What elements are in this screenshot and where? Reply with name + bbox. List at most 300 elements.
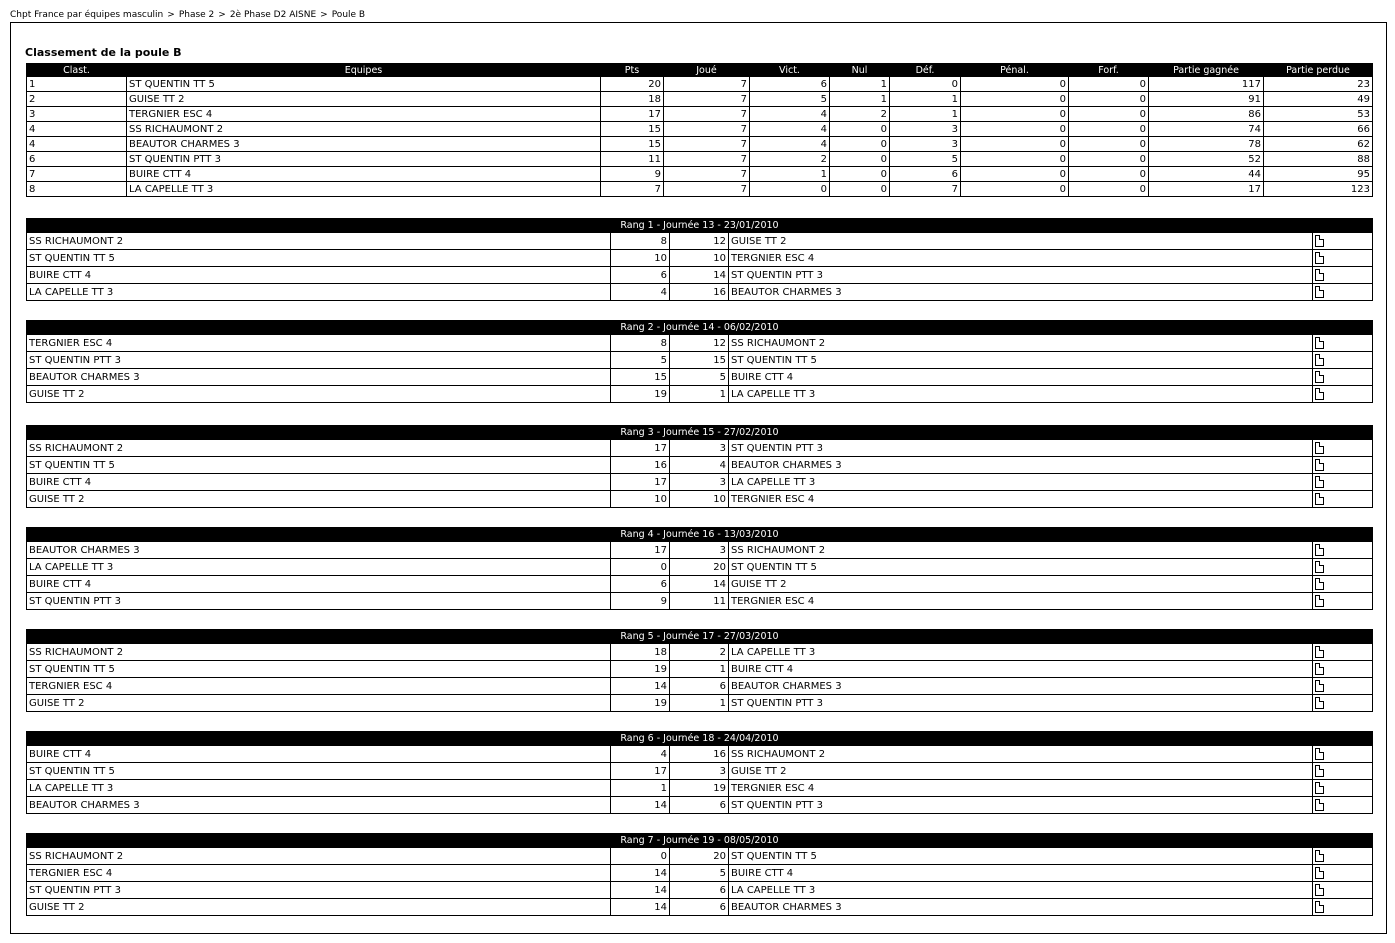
home-score: 8 bbox=[611, 233, 670, 250]
home-team[interactable]: ST QUENTIN TT 5 bbox=[27, 457, 611, 474]
standings-cell: 0 bbox=[961, 77, 1069, 92]
standings-cell: 18 bbox=[601, 92, 664, 107]
home-score: 6 bbox=[611, 576, 670, 593]
document-icon[interactable] bbox=[1315, 765, 1324, 777]
team-link[interactable]: BUIRE CTT 4 bbox=[127, 167, 601, 182]
standings-cell: 2 bbox=[27, 92, 127, 107]
breadcrumb-separator: > bbox=[167, 10, 175, 20]
standings-cell: 0 bbox=[1069, 92, 1149, 107]
col-header: Joué bbox=[664, 64, 750, 77]
standings-row bbox=[27, 137, 1373, 152]
away-team[interactable]: TERGNIER ESC 4 bbox=[729, 491, 1313, 508]
home-team[interactable]: GUISE TT 2 bbox=[27, 695, 611, 712]
match-row bbox=[27, 284, 1373, 301]
round-header-row bbox=[27, 630, 1373, 644]
document-icon[interactable] bbox=[1315, 493, 1324, 505]
match-sheet-cell bbox=[1313, 474, 1373, 491]
home-score: 19 bbox=[611, 661, 670, 678]
standings-cell: 4 bbox=[750, 107, 830, 122]
away-score: 20 bbox=[670, 559, 729, 576]
home-team[interactable]: TERGNIER ESC 4 bbox=[27, 678, 611, 695]
match-sheet-cell bbox=[1313, 284, 1373, 301]
match-row bbox=[27, 335, 1373, 352]
document-icon[interactable] bbox=[1315, 884, 1324, 896]
home-team[interactable]: BEAUTOR CHARMES 3 bbox=[27, 542, 611, 559]
away-team[interactable]: LA CAPELLE TT 3 bbox=[729, 474, 1313, 491]
away-team[interactable]: BUIRE CTT 4 bbox=[729, 369, 1313, 386]
match-sheet-cell bbox=[1313, 491, 1373, 508]
standings-cell: 6 bbox=[890, 167, 961, 182]
standings-cell: 7 bbox=[601, 182, 664, 197]
home-score: 5 bbox=[611, 352, 670, 369]
round-table bbox=[26, 218, 1373, 301]
standings-cell: 123 bbox=[1264, 182, 1373, 197]
match-row bbox=[27, 542, 1373, 559]
standings-cell: 3 bbox=[27, 107, 127, 122]
away-score: 4 bbox=[670, 457, 729, 474]
standings-cell: 95 bbox=[1264, 167, 1373, 182]
standings-cell: 0 bbox=[830, 122, 890, 137]
round-header-row bbox=[27, 426, 1373, 440]
standings-cell: 66 bbox=[1264, 122, 1373, 137]
home-team[interactable]: BEAUTOR CHARMES 3 bbox=[27, 797, 611, 814]
away-team[interactable]: BEAUTOR CHARMES 3 bbox=[729, 678, 1313, 695]
standings-cell: 1 bbox=[27, 77, 127, 92]
standings-row bbox=[27, 167, 1373, 182]
away-score: 12 bbox=[670, 233, 729, 250]
away-score: 6 bbox=[670, 678, 729, 695]
team-link[interactable]: ST QUENTIN PTT 3 bbox=[127, 152, 601, 167]
breadcrumb-item[interactable]: 2è Phase D2 AISNE bbox=[229, 10, 317, 20]
away-score: 3 bbox=[670, 763, 729, 780]
match-sheet-cell bbox=[1313, 542, 1373, 559]
away-score: 10 bbox=[670, 491, 729, 508]
match-sheet-cell bbox=[1313, 250, 1373, 267]
away-score: 12 bbox=[670, 335, 729, 352]
away-score: 11 bbox=[670, 593, 729, 610]
home-score: 10 bbox=[611, 491, 670, 508]
standings-cell: 6 bbox=[750, 77, 830, 92]
standings-cell: 1 bbox=[890, 92, 961, 107]
round-header-row bbox=[27, 834, 1373, 848]
match-row bbox=[27, 457, 1373, 474]
away-team[interactable]: LA CAPELLE TT 3 bbox=[729, 386, 1313, 403]
away-team[interactable]: BEAUTOR CHARMES 3 bbox=[729, 457, 1313, 474]
document-icon[interactable] bbox=[1315, 337, 1324, 349]
standings-cell: 44 bbox=[1149, 167, 1264, 182]
standings-cell: 4 bbox=[27, 137, 127, 152]
home-team[interactable]: LA CAPELLE TT 3 bbox=[27, 559, 611, 576]
home-team[interactable]: ST QUENTIN PTT 3 bbox=[27, 593, 611, 610]
document-icon[interactable] bbox=[1315, 235, 1324, 247]
standings-cell: 0 bbox=[961, 182, 1069, 197]
standings-cell: 3 bbox=[890, 122, 961, 137]
team-link[interactable]: BEAUTOR CHARMES 3 bbox=[127, 137, 601, 152]
match-sheet-cell bbox=[1313, 335, 1373, 352]
standings-cell: 4 bbox=[750, 122, 830, 137]
away-team[interactable]: TERGNIER ESC 4 bbox=[729, 593, 1313, 610]
home-score: 14 bbox=[611, 678, 670, 695]
home-score: 4 bbox=[611, 284, 670, 301]
standings-cell: 7 bbox=[664, 122, 750, 137]
match-row bbox=[27, 695, 1373, 712]
standings-cell: 3 bbox=[890, 137, 961, 152]
standings-cell: 17 bbox=[1149, 182, 1264, 197]
document-icon[interactable] bbox=[1315, 561, 1324, 573]
col-header: Pénal. bbox=[961, 64, 1069, 77]
standings-cell: 17 bbox=[601, 107, 664, 122]
standings-cell: 0 bbox=[961, 107, 1069, 122]
document-icon[interactable] bbox=[1315, 850, 1324, 862]
home-team[interactable]: BEAUTOR CHARMES 3 bbox=[27, 369, 611, 386]
match-sheet-cell bbox=[1313, 848, 1373, 865]
standings-cell: 86 bbox=[1149, 107, 1264, 122]
home-team[interactable]: GUISE TT 2 bbox=[27, 386, 611, 403]
home-score: 14 bbox=[611, 865, 670, 882]
col-header: Pts bbox=[601, 64, 664, 77]
away-score: 1 bbox=[670, 386, 729, 403]
match-row bbox=[27, 593, 1373, 610]
home-score: 18 bbox=[611, 644, 670, 661]
away-team[interactable]: GUISE TT 2 bbox=[729, 233, 1313, 250]
standings-cell: 2 bbox=[750, 152, 830, 167]
standings-cell: 88 bbox=[1264, 152, 1373, 167]
match-sheet-cell bbox=[1313, 369, 1373, 386]
away-score: 5 bbox=[670, 865, 729, 882]
match-sheet-cell bbox=[1313, 763, 1373, 780]
breadcrumb-item[interactable]: Chpt France par équipes masculin bbox=[10, 10, 164, 20]
standings-cell: 4 bbox=[27, 122, 127, 137]
home-team[interactable]: BUIRE CTT 4 bbox=[27, 576, 611, 593]
round-header: Rang 5 - Journée 17 - 27/03/2010 bbox=[27, 630, 1373, 644]
standings-cell: 7 bbox=[664, 107, 750, 122]
home-score: 19 bbox=[611, 386, 670, 403]
home-team[interactable]: TERGNIER ESC 4 bbox=[27, 865, 611, 882]
standings-cell: 53 bbox=[1264, 107, 1373, 122]
away-team[interactable]: BEAUTOR CHARMES 3 bbox=[729, 284, 1313, 301]
breadcrumb-separator: > bbox=[218, 10, 226, 20]
match-sheet-cell bbox=[1313, 865, 1373, 882]
away-team[interactable]: SS RICHAUMONT 2 bbox=[729, 335, 1313, 352]
col-header: Vict. bbox=[750, 64, 830, 77]
match-row bbox=[27, 780, 1373, 797]
standings-cell: 5 bbox=[890, 152, 961, 167]
away-score: 1 bbox=[670, 661, 729, 678]
away-team[interactable]: SS RICHAUMONT 2 bbox=[729, 542, 1313, 559]
match-sheet-cell bbox=[1313, 267, 1373, 284]
document-icon[interactable] bbox=[1315, 544, 1324, 556]
match-row bbox=[27, 440, 1373, 457]
away-team[interactable]: ST QUENTIN PTT 3 bbox=[729, 440, 1313, 457]
document-icon[interactable] bbox=[1315, 799, 1324, 811]
home-score: 14 bbox=[611, 797, 670, 814]
document-icon[interactable] bbox=[1315, 646, 1324, 658]
home-score: 0 bbox=[611, 848, 670, 865]
home-team[interactable]: BUIRE CTT 4 bbox=[27, 746, 611, 763]
home-score: 1 bbox=[611, 780, 670, 797]
standings-row bbox=[27, 107, 1373, 122]
away-team[interactable]: LA CAPELLE TT 3 bbox=[729, 644, 1313, 661]
home-team[interactable]: BUIRE CTT 4 bbox=[27, 267, 611, 284]
standings-cell: 11 bbox=[601, 152, 664, 167]
document-icon[interactable] bbox=[1315, 354, 1324, 366]
document-icon[interactable] bbox=[1315, 867, 1324, 879]
col-header: Déf. bbox=[890, 64, 961, 77]
home-team[interactable]: ST QUENTIN TT 5 bbox=[27, 763, 611, 780]
match-row bbox=[27, 899, 1373, 916]
standings-row bbox=[27, 77, 1373, 92]
match-sheet-cell bbox=[1313, 576, 1373, 593]
away-team[interactable]: ST QUENTIN TT 5 bbox=[729, 352, 1313, 369]
document-icon[interactable] bbox=[1315, 442, 1324, 454]
home-team[interactable]: ST QUENTIN PTT 3 bbox=[27, 352, 611, 369]
match-row bbox=[27, 250, 1373, 267]
home-score: 17 bbox=[611, 474, 670, 491]
away-team[interactable]: ST QUENTIN PTT 3 bbox=[729, 267, 1313, 284]
standings-cell: 7 bbox=[664, 92, 750, 107]
match-row bbox=[27, 661, 1373, 678]
away-score: 16 bbox=[670, 746, 729, 763]
standings-row bbox=[27, 92, 1373, 107]
away-team[interactable]: GUISE TT 2 bbox=[729, 763, 1313, 780]
round-table bbox=[26, 833, 1373, 916]
match-row bbox=[27, 576, 1373, 593]
away-score: 14 bbox=[670, 576, 729, 593]
team-link[interactable]: ST QUENTIN TT 5 bbox=[127, 77, 601, 92]
standings-cell: 52 bbox=[1149, 152, 1264, 167]
document-icon[interactable] bbox=[1315, 252, 1324, 264]
document-icon[interactable] bbox=[1315, 748, 1324, 760]
team-link[interactable]: GUISE TT 2 bbox=[127, 92, 601, 107]
round-table bbox=[26, 629, 1373, 712]
away-team[interactable]: GUISE TT 2 bbox=[729, 576, 1313, 593]
match-row bbox=[27, 797, 1373, 814]
document-icon[interactable] bbox=[1315, 476, 1324, 488]
document-icon[interactable] bbox=[1315, 680, 1324, 692]
breadcrumb-item[interactable]: Phase 2 bbox=[178, 10, 215, 20]
match-row bbox=[27, 746, 1373, 763]
document-icon[interactable] bbox=[1315, 388, 1324, 400]
home-team[interactable]: SS RICHAUMONT 2 bbox=[27, 848, 611, 865]
breadcrumb-item: Poule B bbox=[331, 10, 366, 20]
standings-cell: 23 bbox=[1264, 77, 1373, 92]
home-team[interactable]: ST QUENTIN PTT 3 bbox=[27, 882, 611, 899]
away-score: 15 bbox=[670, 352, 729, 369]
standings-cell: 1 bbox=[890, 107, 961, 122]
standings-cell: 117 bbox=[1149, 77, 1264, 92]
away-team[interactable]: TERGNIER ESC 4 bbox=[729, 780, 1313, 797]
col-header: Partie perdue bbox=[1264, 64, 1373, 77]
away-team[interactable]: ST QUENTIN TT 5 bbox=[729, 559, 1313, 576]
breadcrumb bbox=[10, 10, 365, 20]
match-row bbox=[27, 678, 1373, 695]
home-team[interactable]: LA CAPELLE TT 3 bbox=[27, 780, 611, 797]
standings-cell: 1 bbox=[830, 77, 890, 92]
match-sheet-cell bbox=[1313, 746, 1373, 763]
away-team[interactable]: ST QUENTIN TT 5 bbox=[729, 848, 1313, 865]
standings-cell: 1 bbox=[830, 92, 890, 107]
match-row bbox=[27, 369, 1373, 386]
home-team[interactable]: LA CAPELLE TT 3 bbox=[27, 284, 611, 301]
home-score: 17 bbox=[611, 542, 670, 559]
away-team[interactable]: TERGNIER ESC 4 bbox=[729, 250, 1313, 267]
away-score: 6 bbox=[670, 899, 729, 916]
standings-row bbox=[27, 122, 1373, 137]
match-row bbox=[27, 763, 1373, 780]
document-icon[interactable] bbox=[1315, 901, 1324, 913]
match-sheet-cell bbox=[1313, 352, 1373, 369]
match-row bbox=[27, 491, 1373, 508]
round-header: Rang 2 - Journée 14 - 06/02/2010 bbox=[27, 321, 1373, 335]
match-sheet-cell bbox=[1313, 233, 1373, 250]
team-link[interactable]: LA CAPELLE TT 3 bbox=[127, 182, 601, 197]
away-team[interactable]: BUIRE CTT 4 bbox=[729, 865, 1313, 882]
match-row bbox=[27, 386, 1373, 403]
standings-cell: 0 bbox=[1069, 167, 1149, 182]
away-team[interactable]: BUIRE CTT 4 bbox=[729, 661, 1313, 678]
round-header-row bbox=[27, 321, 1373, 335]
col-header: Nul bbox=[830, 64, 890, 77]
away-score: 14 bbox=[670, 267, 729, 284]
round-table bbox=[26, 320, 1373, 403]
match-sheet-cell bbox=[1313, 695, 1373, 712]
home-score: 10 bbox=[611, 250, 670, 267]
home-score: 17 bbox=[611, 763, 670, 780]
match-sheet-cell bbox=[1313, 559, 1373, 576]
match-sheet-cell bbox=[1313, 457, 1373, 474]
standings-cell: 7 bbox=[664, 167, 750, 182]
match-row bbox=[27, 352, 1373, 369]
col-header: Partie gagnée bbox=[1149, 64, 1264, 77]
standings-cell: 0 bbox=[830, 137, 890, 152]
standings-cell: 6 bbox=[27, 152, 127, 167]
document-icon[interactable] bbox=[1315, 595, 1324, 607]
round-table bbox=[26, 425, 1373, 508]
standings-cell: 0 bbox=[1069, 122, 1149, 137]
standings-cell: 7 bbox=[664, 152, 750, 167]
away-team[interactable]: ST QUENTIN PTT 3 bbox=[729, 797, 1313, 814]
home-score: 19 bbox=[611, 695, 670, 712]
away-score: 10 bbox=[670, 250, 729, 267]
match-sheet-cell bbox=[1313, 780, 1373, 797]
document-icon[interactable] bbox=[1315, 782, 1324, 794]
round-header: Rang 1 - Journée 13 - 23/01/2010 bbox=[27, 219, 1373, 233]
home-team[interactable]: TERGNIER ESC 4 bbox=[27, 335, 611, 352]
standings-cell: 0 bbox=[1069, 137, 1149, 152]
document-icon[interactable] bbox=[1315, 697, 1324, 709]
round-header-row bbox=[27, 219, 1373, 233]
home-score: 6 bbox=[611, 267, 670, 284]
standings-cell: 7 bbox=[664, 182, 750, 197]
home-team[interactable]: SS RICHAUMONT 2 bbox=[27, 440, 611, 457]
match-sheet-cell bbox=[1313, 644, 1373, 661]
home-team[interactable]: ST QUENTIN TT 5 bbox=[27, 661, 611, 678]
away-score: 3 bbox=[670, 440, 729, 457]
match-sheet-cell bbox=[1313, 661, 1373, 678]
home-team[interactable]: GUISE TT 2 bbox=[27, 899, 611, 916]
match-sheet-cell bbox=[1313, 386, 1373, 403]
standings-cell: 0 bbox=[961, 122, 1069, 137]
standings-cell: 0 bbox=[830, 152, 890, 167]
match-sheet-cell bbox=[1313, 797, 1373, 814]
standings-cell: 0 bbox=[961, 167, 1069, 182]
match-row bbox=[27, 233, 1373, 250]
match-row bbox=[27, 644, 1373, 661]
standings-cell: 15 bbox=[601, 137, 664, 152]
standings-cell: 7 bbox=[27, 167, 127, 182]
away-score: 2 bbox=[670, 644, 729, 661]
standings-cell: 7 bbox=[890, 182, 961, 197]
standings-cell: 0 bbox=[961, 92, 1069, 107]
document-icon[interactable] bbox=[1315, 578, 1324, 590]
team-link[interactable]: TERGNIER ESC 4 bbox=[127, 107, 601, 122]
standings-cell: 0 bbox=[961, 152, 1069, 167]
home-team[interactable]: GUISE TT 2 bbox=[27, 491, 611, 508]
standings-cell: 8 bbox=[27, 182, 127, 197]
standings-cell: 0 bbox=[1069, 152, 1149, 167]
document-icon[interactable] bbox=[1315, 286, 1324, 298]
round-header-row bbox=[27, 528, 1373, 542]
match-sheet-cell bbox=[1313, 440, 1373, 457]
document-icon[interactable] bbox=[1315, 459, 1324, 471]
away-score: 20 bbox=[670, 848, 729, 865]
away-team[interactable]: LA CAPELLE TT 3 bbox=[729, 882, 1313, 899]
away-score: 6 bbox=[670, 882, 729, 899]
round-header: Rang 4 - Journée 16 - 13/03/2010 bbox=[27, 528, 1373, 542]
home-score: 16 bbox=[611, 457, 670, 474]
round-table bbox=[26, 527, 1373, 610]
standings-cell: 0 bbox=[961, 137, 1069, 152]
round-table bbox=[26, 731, 1373, 814]
standings-cell: 20 bbox=[601, 77, 664, 92]
match-sheet-cell bbox=[1313, 678, 1373, 695]
standings-cell: 0 bbox=[890, 77, 961, 92]
round-header: Rang 7 - Journée 19 - 08/05/2010 bbox=[27, 834, 1373, 848]
away-score: 6 bbox=[670, 797, 729, 814]
standings-cell: 15 bbox=[601, 122, 664, 137]
document-icon[interactable] bbox=[1315, 269, 1324, 281]
standings-cell: 4 bbox=[750, 137, 830, 152]
col-header: Equipes bbox=[127, 64, 601, 77]
team-link[interactable]: SS RICHAUMONT 2 bbox=[127, 122, 601, 137]
home-team[interactable]: SS RICHAUMONT 2 bbox=[27, 233, 611, 250]
home-score: 4 bbox=[611, 746, 670, 763]
away-score: 3 bbox=[670, 542, 729, 559]
home-team[interactable]: SS RICHAUMONT 2 bbox=[27, 644, 611, 661]
col-header: Clast. bbox=[27, 64, 127, 77]
away-team[interactable]: BEAUTOR CHARMES 3 bbox=[729, 899, 1313, 916]
standings-cell: 0 bbox=[830, 167, 890, 182]
standings-cell: 5 bbox=[750, 92, 830, 107]
page-title: Classement de la poule B bbox=[25, 46, 182, 59]
away-score: 1 bbox=[670, 695, 729, 712]
match-row bbox=[27, 474, 1373, 491]
standings-table bbox=[26, 63, 1373, 197]
away-team[interactable]: ST QUENTIN PTT 3 bbox=[729, 695, 1313, 712]
standings-cell: 0 bbox=[1069, 77, 1149, 92]
standings-cell: 0 bbox=[750, 182, 830, 197]
home-score: 14 bbox=[611, 899, 670, 916]
match-sheet-cell bbox=[1313, 882, 1373, 899]
home-score: 0 bbox=[611, 559, 670, 576]
away-score: 19 bbox=[670, 780, 729, 797]
away-team[interactable]: SS RICHAUMONT 2 bbox=[729, 746, 1313, 763]
standings-cell: 78 bbox=[1149, 137, 1264, 152]
document-icon[interactable] bbox=[1315, 663, 1324, 675]
home-team[interactable]: BUIRE CTT 4 bbox=[27, 474, 611, 491]
home-team[interactable]: ST QUENTIN TT 5 bbox=[27, 250, 611, 267]
document-icon[interactable] bbox=[1315, 371, 1324, 383]
